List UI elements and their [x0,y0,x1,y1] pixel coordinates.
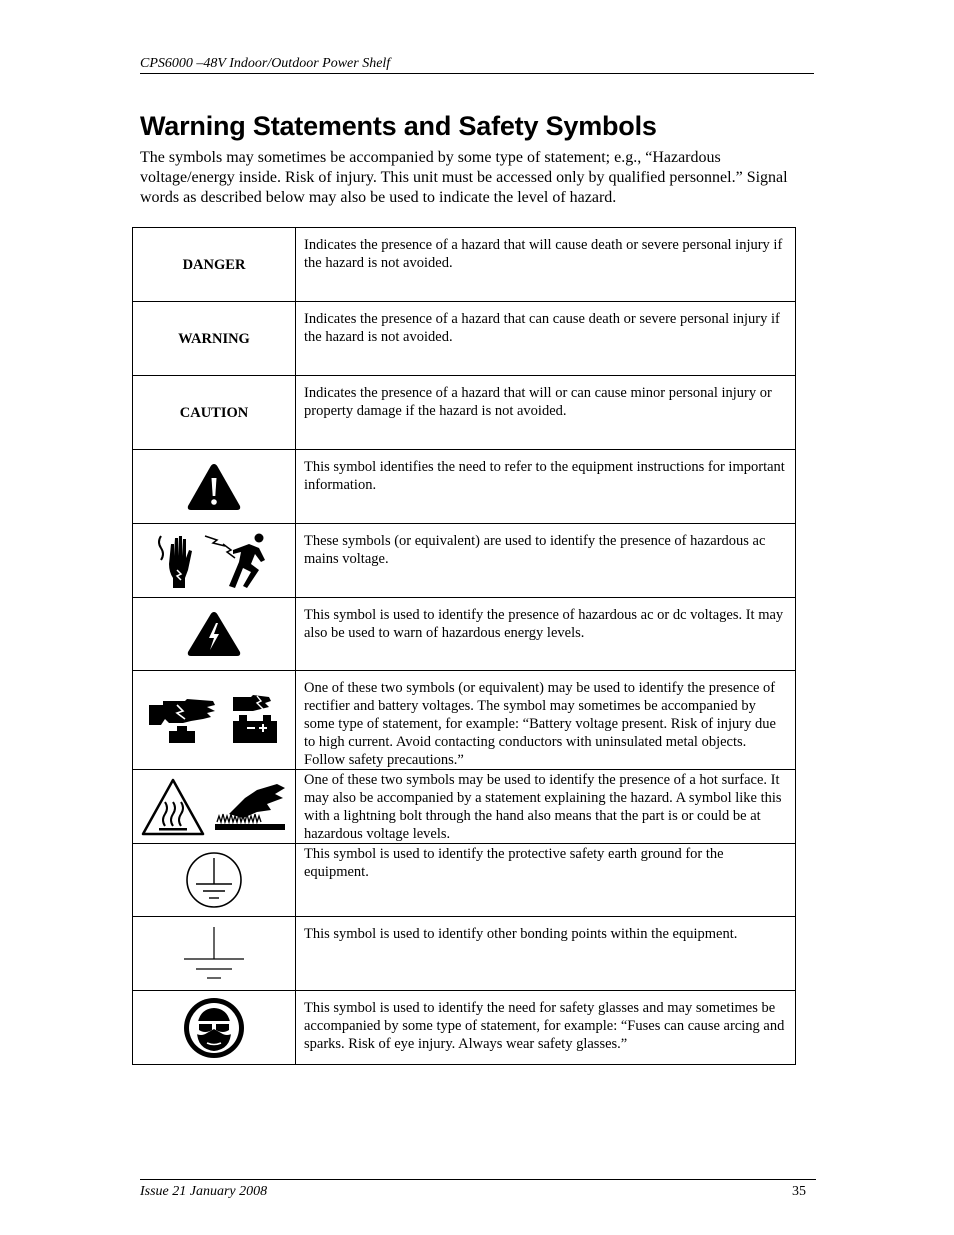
lightning-triangle-icon [186,611,242,657]
row-description: This symbol is used to identify the protective safety earth ground for the equipment. [296,844,796,917]
row-description: One of these two symbols may be used to identify the presence of a hot surface. It may also be accompanied by a statement explaining the hazard. A symbol like this with a lightning bolt through the hand also means that the part is or could be at hazardous voltage levels. [296,770,796,844]
table-row [133,524,796,598]
battery-shock-icon [147,695,281,745]
exclamation-triangle-icon [186,462,242,512]
intro-paragraph: The symbols may sometimes be accompanied by some type of statement; e.g., “Hazardous voltage/energy inside. Risk of injury. This unit must be accessed only by qualified personnel.” Signal words as described below may also be used to indicate the level of hazard. [140,149,788,206]
signal-word-danger: DANGER [182,256,246,273]
page-number: 35 [792,1184,806,1199]
table-row [133,228,796,302]
table-row [133,917,796,991]
running-header: CPS6000 –48V Indoor/Outdoor Power Shelf [140,56,814,74]
page-footer [140,1179,816,1200]
row-description: This symbol is used to identify other bonding points within the equipment. [296,917,796,991]
ac-mains-shock-icon [155,530,273,592]
row-description: Indicates the presence of a hazard that will cause death or severe personal injury if the hazard is not avoided. [296,228,796,302]
table-row [133,598,796,671]
row-description: Indicates the presence of a hazard that can cause death or severe personal injury if the hazard is not avoided. [296,302,796,376]
table-row [133,671,796,770]
table-row [133,844,796,917]
safety-glasses-icon [183,997,245,1059]
table-row [133,376,796,450]
table-row [133,991,796,1065]
ground-bond-icon [182,925,246,983]
row-description: These symbols (or equivalent) are used to identify the presence of hazardous ac mains voltage. [296,524,796,598]
signal-word-warning: WARNING [178,330,250,347]
row-description: Indicates the presence of a hazard that will or can cause minor personal injury or property damage if the hazard is not avoided. [296,376,796,450]
page-title: Warning Statements and Safety Symbols [140,111,657,141]
table-row [133,450,796,524]
table-row [133,770,796,844]
hot-surface-icon [139,776,289,838]
row-description: This symbol is used to identify the presence of hazardous ac or dc voltages. It may also be used to warn of hazardous energy levels. [296,598,796,671]
protective-earth-icon [184,850,244,910]
table-row [133,302,796,376]
row-description: One of these two symbols (or equivalent) may be used to identify the presence of rectifier and battery voltages. The symbol may sometimes be accompanied by some type of statement, for example: “Battery voltage present. Risk of injury due to high current. Avoid contacting conductors with uninsulated metal objects. Follow safety precautions.” [296,671,796,770]
issue-date: Issue 21 January 2008 [140,1184,268,1199]
safety-symbols-table [132,227,796,1065]
signal-word-caution: CAUTION [179,404,249,421]
row-description: This symbol identifies the need to refer to the equipment instructions for important information. [296,450,796,524]
row-description: This symbol is used to identify the need for safety glasses and may sometimes be accompanied by some type of statement, for example: “Fuses can cause arcing and sparks. Risk of eye injury. Always wear safety glasses.” [296,991,796,1065]
